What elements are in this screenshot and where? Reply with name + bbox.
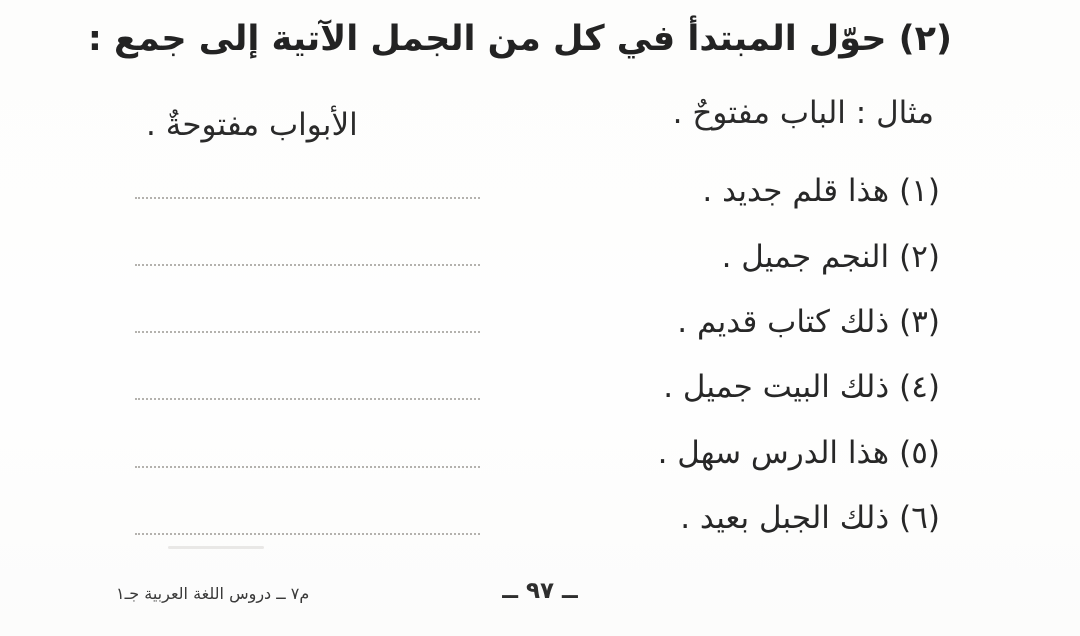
- answer-dotted-line: [135, 331, 480, 333]
- item-text: هذا قلم جديد .: [702, 173, 890, 209]
- item-row: [677, 299, 940, 346]
- item-number: (٢): [899, 239, 940, 275]
- footer-book-title: م٧ ــ دروس اللغة العربية جـ١: [116, 584, 310, 603]
- item-text: هذا الدرس سهل .: [657, 435, 890, 471]
- item-row: [663, 364, 940, 411]
- item-number: (٣): [899, 304, 940, 340]
- item-row: [702, 168, 940, 215]
- answer-dotted-line: [135, 264, 480, 266]
- item-row: [680, 495, 940, 542]
- example-sentence: مثال : الباب مفتوحٌ .: [672, 95, 934, 131]
- answer-dotted-line: [135, 398, 480, 400]
- example-answer: الأبواب مفتوحةٌ .: [146, 107, 358, 143]
- answer-dotted-line: [135, 466, 480, 468]
- item-number: (١): [899, 173, 940, 209]
- item-text: النجم جميل .: [721, 239, 890, 275]
- item-row: [722, 234, 940, 281]
- item-number: (٤): [899, 369, 940, 405]
- page-number: ــ ٩٧ ــ: [502, 578, 578, 604]
- answer-dotted-line: [135, 533, 480, 535]
- answer-dotted-line: [135, 197, 480, 199]
- item-number: (٦): [899, 500, 940, 536]
- item-text: ذلك البيت جميل .: [663, 369, 890, 405]
- item-text: ذلك كتاب قديم .: [677, 304, 890, 340]
- scan-artifact: [168, 546, 264, 549]
- item-row: [658, 430, 940, 477]
- item-text: ذلك الجبل بعيد .: [680, 500, 890, 536]
- exercise-title: (٢) حوّل المبتدأ في كل من الجمل الآتية إلى جمع :: [87, 19, 952, 59]
- item-number: (٥): [899, 435, 940, 471]
